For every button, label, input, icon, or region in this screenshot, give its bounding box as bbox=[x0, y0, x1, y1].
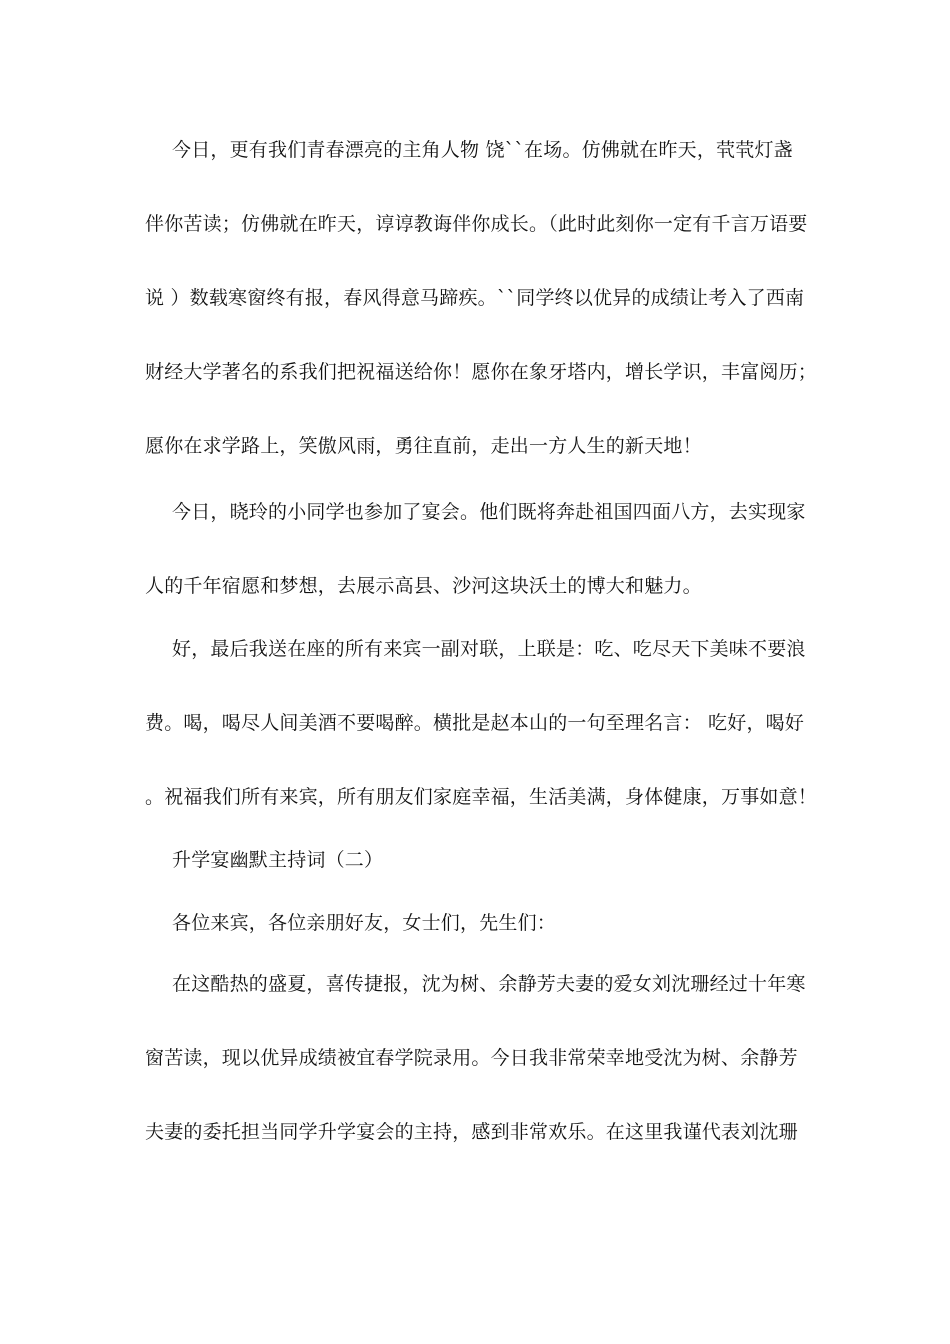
paragraph-4-line-2: 窗苦读，现以优异成绩被宜春学院录用。今日我非常荣幸地受沈为树、余静芳 bbox=[145, 1047, 798, 1069]
greeting-line: 各位来宾，各位亲朋好友，女士们，先生们： bbox=[172, 912, 557, 934]
paragraph-3-line-1: 好，最后我送在座的所有来宾一副对联，上联是：吃、吃尽天下美味不要浪 bbox=[172, 638, 806, 660]
paragraph-1-line-5: 愿你在求学路上，笑傲风雨，勇往直前，走出一方人生的新天地！ bbox=[145, 435, 702, 457]
paragraph-1-line-3: 说 ）数载寒窗终有报，春风得意马蹄疾。``同学终以优异的成绩让考入了西南 bbox=[145, 287, 805, 309]
paragraph-3-line-3: 。祝福我们所有来宾，所有朋友们家庭幸福，生活美满，身体健康，万事如意！ bbox=[145, 786, 818, 808]
paragraph-4-line-1: 在这酷热的盛夏，喜传捷报，沈为树、余静芳夫妻的爱女刘沈珊经过十年寒 bbox=[172, 973, 806, 995]
paragraph-2-line-2: 人的千年宿愿和梦想，去展示高县、沙河这块沃土的博大和魅力。 bbox=[145, 575, 702, 597]
paragraph-3-line-2: 费。喝，喝尽人间美酒不要喝醉。横批是赵本山的一句至理名言： 吃好，喝好 bbox=[145, 712, 805, 734]
paragraph-2-line-1: 今日，晓玲的小同学也参加了宴会。他们既将奔赴祖国四面八方，去实现家 bbox=[172, 501, 806, 523]
paragraph-1-line-2: 伴你苦读；仿佛就在昨天，谆谆教诲伴你成长。（此时此刻你一定有千言万语要 bbox=[145, 213, 808, 235]
paragraph-1-line-4: 财经大学著名的系我们把祝福送给你！愿你在象牙塔内，增长学识，丰富阅历； bbox=[145, 361, 818, 383]
paragraph-4-line-3: 夫妻的委托担当同学升学宴会的主持，感到非常欢乐。在这里我谨代表刘沈珊 bbox=[145, 1121, 798, 1143]
section-heading: 升学宴幽默主持词（二） bbox=[172, 849, 384, 871]
paragraph-1-line-1: 今日，更有我们青春漂亮的主角人物 饶``在场。仿佛就在昨天，茕茕灯盏 bbox=[172, 139, 793, 161]
